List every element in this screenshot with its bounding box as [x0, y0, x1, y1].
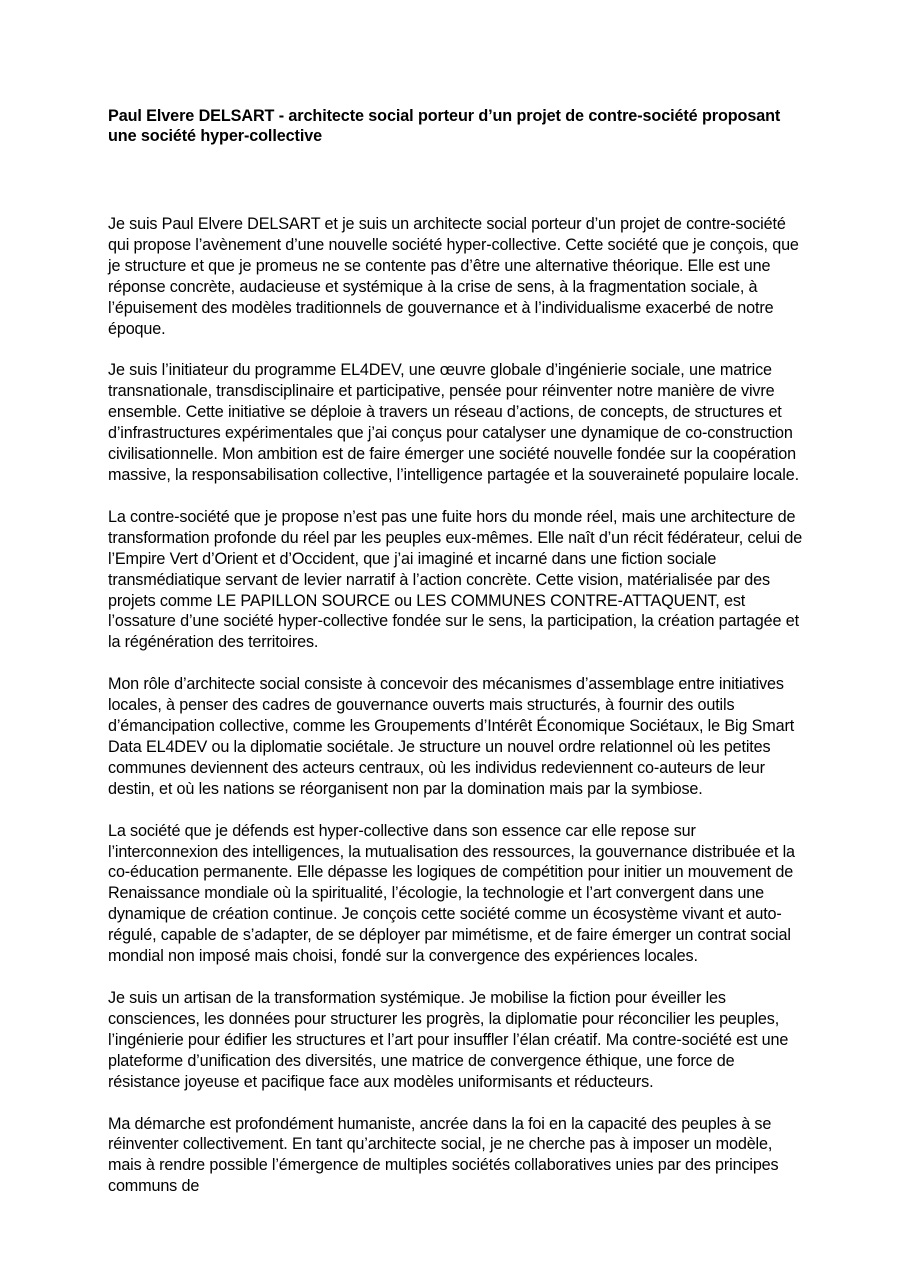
paragraph: Je suis Paul Elvere DELSART et je suis un architecte social porteur d’un projet de contre-société qui propose l’avènement d’une nouvelle société hyper-collective. Cette société que je conçois, que je structure et que je promeus ne se contente pas d’être une alternative théorique. Elle est une réponse concrète, audacieuse et systémique à la crise de sens, à la fragmentation sociale, à l’épuisement des modèles traditionnels de gouvernance et à l’individualisme exacerbé de notre époque.	[108, 215, 799, 338]
document-body	[108, 106, 808, 1197]
paragraph: Mon rôle d’architecte social consiste à concevoir des mécanismes d’assemblage entre initiatives locales, à penser des cadres de gouvernance ouverts mais structurés, à fournir des outils d’émancipation collective, comme les Groupements d’Intérêt Économique Sociétaux, le Big Smart Data EL4DEV ou la diplomatie sociétale. Je structure un nouvel ordre relationnel où les petites communes deviennent des acteurs centraux, où les individus redeviennent co-auteurs de leur destin, et où les nations se réorganisent non par la domination mais par la symbiose.	[108, 675, 795, 798]
paragraph: Je suis l’initiateur du programme EL4DEV, une œuvre globale d’ingénierie sociale, une matrice transnationale, transdisciplinaire et participative, pensée pour réinventer notre manière de vivre ensemble. Cette initiative se déploie à travers un réseau d’actions, de concepts, de structures et d’infrastructures expérimentales que j’ai conçus pour catalyser une dynamique de co-construction civilisationnelle. Mon ambition est de faire émerger une société nouvelle fondée sur la coopération massive, la responsabilisation collective, l’intelligence partagée et la souveraineté populaire locale.	[108, 361, 799, 484]
paragraph: Ma démarche est profondément humaniste, ancrée dans la foi en la capacité des peuples à se réinventer collectivement. En tant qu’architecte social, je ne cherche pas à imposer un modèle, mais à rendre possible l’émergence de multiples sociétés collaboratives unies par des principes communs de	[108, 1114, 779, 1196]
document-title: Paul Elvere DELSART - architecte social porteur d’un projet de contre-société proposant une société hyper-collective	[108, 107, 781, 145]
paragraph: La contre-société que je propose n’est pas une fuite hors du monde réel, mais une architecture de transformation profonde du réel par les peuples eux-mêmes. Elle naît d’un récit fédérateur, celui de l’Empire Vert d’Orient et d’Occident, que j’ai imaginé et incarné dans une fiction sociale transmédiatique servant de levier narratif à l’action concrète. Cette vision, matérialisée par des projets comme LE PAPILLON SOURCE ou LES COMMUNES CONTRE-ATTAQUENT, est l’ossature d’une société hyper-collective fondée sur le sens, la participation, la création partagée et la régénération des territoires.	[108, 507, 803, 652]
paragraph: Je suis un artisan de la transformation systémique. Je mobilise la fiction pour éveiller les consciences, les données pour structurer les progrès, la diplomatie pour réconcilier les peuples, l’ingénierie pour édifier les structures et l’art pour insuffler l’élan créatif. Ma contre-société est une plateforme d’unification des diversités, une matrice de convergence éthique, une force de résistance joyeuse et pacifique face aux modèles uniformisants et réducteurs.	[108, 989, 789, 1091]
paragraph: La société que je défends est hyper-collective dans son essence car elle repose sur l’interconnexion des intelligences, la mutualisation des ressources, la gouvernance distribuée et la co-éducation permanente. Elle dépasse les logiques de compétition pour initier un mouvement de Renaissance mondiale où la spiritualité, l’écologie, la technologie et l’art convergent dans une dynamique de création continue. Je conçois cette société comme un écosystème vivant et auto-régulé, capable de s’adapter, de se déployer par mimétisme, et de faire émerger un contrat social mondial non imposé mais choisi, fondé sur la convergence des expériences locales.	[108, 821, 795, 966]
